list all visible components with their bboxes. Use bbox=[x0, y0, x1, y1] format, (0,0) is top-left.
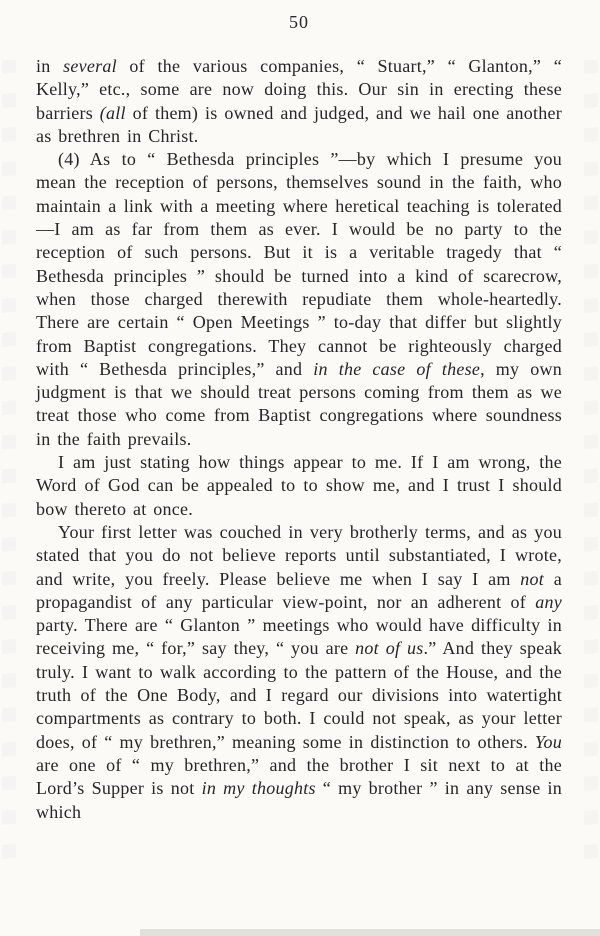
italic-text-run: in my thoughts bbox=[201, 778, 316, 799]
text-run: “ my brother ” in any sense in which bbox=[36, 778, 563, 822]
scan-watermark-left bbox=[2, 60, 16, 876]
paragraph bbox=[36, 521, 562, 824]
text-run: , my own judgment is that we should treat persons coming from them as we treat those who come from Baptist congregations where soundness in the faith prevails. bbox=[36, 358, 562, 449]
italic-text-run: not of us bbox=[355, 638, 424, 659]
paragraph bbox=[36, 148, 562, 451]
text-run: of them) is owned and judged, and we hail one another as brethren in Christ. bbox=[36, 102, 562, 146]
italic-text-run: several bbox=[63, 56, 117, 76]
paragraph bbox=[36, 55, 562, 148]
scan-artifact-bottom bbox=[140, 929, 600, 936]
text-run: .” And they speak truly. I want to walk according to the pattern of the House, and the truth of the One Body, and I regard our divisions into watertight compartments as contrary to both. I could not speak, as your letter does, of “ my brethren,” meaning some in distinction to others. bbox=[36, 638, 562, 752]
text-run: (4) As to “ Bethesda principles ”—by which I presume you mean the reception of persons, themselves sound in the faith, who maintain a link with a meeting where heretical teaching is tolerated—I am as far from them as ever. I would be no party to the reception of such persons. But it is a veritable tragedy that “ Bethesda principles ” should be turned into a kind of scarecrow, when those charged therewith repudiate them whole-heartedly. There are certain “ Open Meetings ” to-day that differ but slightly from Baptist congregations. They cannot be righteously charged with “ Bethesda principles,” and bbox=[36, 149, 562, 379]
italic-text-run: any bbox=[535, 591, 562, 612]
text-run: of the various companies, “ Stuart,” “ Glanton,” “ Kelly,” etc., some are now doing this. Our sin in erecting these barriers bbox=[36, 56, 562, 123]
italic-text-run: (all bbox=[99, 102, 126, 123]
page-text bbox=[36, 55, 562, 824]
italic-text-run: not bbox=[520, 568, 545, 589]
text-run: Your first letter was couched in very brotherly terms, and as you stated that you do not believe reports until substantiated, I wrote, and write, you freely. Please believe me when I say I am bbox=[36, 521, 562, 589]
text-run: party. There are “ Glanton ” meetings who would have difficulty in receiving me, “ for,” say they, “ you are bbox=[36, 615, 562, 659]
scan-watermark-right bbox=[584, 60, 598, 876]
page-number: 50 bbox=[289, 12, 309, 32]
text-run: a propagandist of any particular view-point, nor an adherent of bbox=[36, 568, 562, 612]
italic-text-run: in the case of these bbox=[313, 358, 481, 379]
text-run: are one of “ my brethren,” and the brother I sit next to at the Lord’s Supper is not bbox=[36, 754, 562, 799]
italic-text-run: You bbox=[534, 731, 562, 752]
paragraph bbox=[36, 451, 562, 521]
text-run: I am just stating how things appear to me. If I am wrong, the Word of God can be appealed to to show me, and I trust I should bow thereto at once. bbox=[36, 452, 562, 519]
text-run: in bbox=[36, 56, 64, 76]
